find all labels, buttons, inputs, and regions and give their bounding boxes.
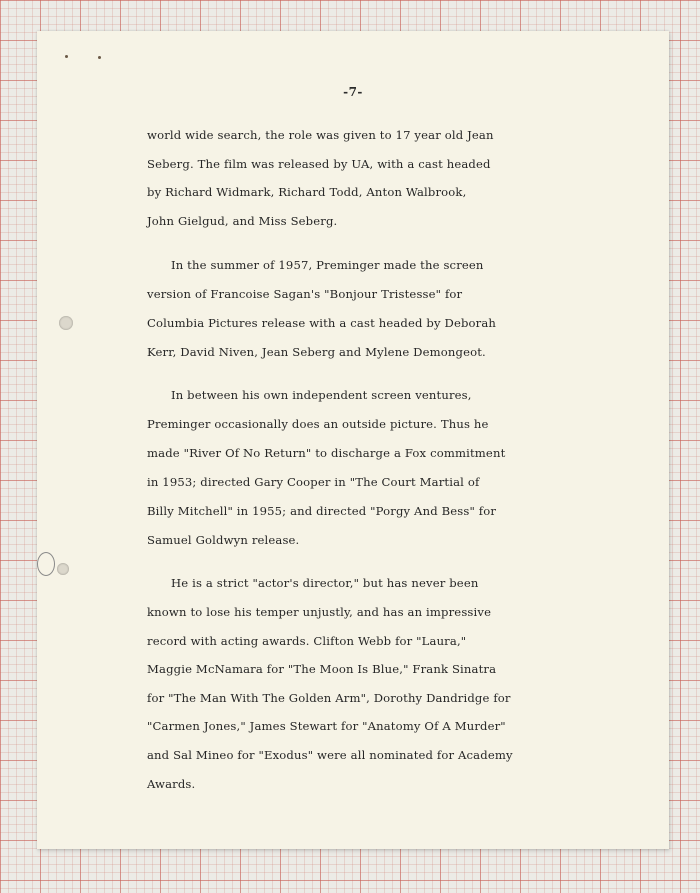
text-line: known to lose his temper unjustly, and has an impressive [147, 605, 492, 619]
text-line: made "River Of No Return" to discharge a Fox commitment [147, 446, 506, 460]
text-line: John Gielgud, and Miss Seberg. [147, 214, 338, 228]
text-line: "Carmen Jones," James Stewart for "Anatomy Of A Murder" [147, 719, 506, 733]
text-line: In between his own independent screen ventures, [171, 388, 472, 402]
text-line: for "The Man With The Golden Arm", Dorothy Dandridge for [147, 691, 511, 705]
paper-speck [98, 56, 101, 59]
text-line: Preminger occasionally does an outside picture. Thus he [147, 417, 489, 431]
text-line: Columbia Pictures release with a cast headed by Deborah [147, 316, 497, 330]
text-line: Awards. [147, 777, 196, 791]
text-line: and Sal Mineo for "Exodus" were all nominated for Academy [147, 748, 513, 762]
page-number: -7- [343, 85, 363, 99]
text-line: version of Francoise Sagan's "Bonjour Tristesse" for [147, 287, 463, 301]
text-line: world wide search, the role was given to 17 year old Jean [147, 128, 494, 142]
text-line: He is a strict "actor's director," but has never been [171, 576, 479, 590]
text-line: Maggie McNamara for "The Moon Is Blue," Frank Sinatra [147, 662, 497, 676]
punch-hole [37, 552, 55, 576]
text-line: Kerr, David Niven, Jean Seberg and Mylene Demongeot. [147, 345, 486, 359]
paper-speck [65, 55, 68, 58]
text-line: Seberg. The film was released by UA, with a cast headed [147, 157, 491, 171]
punch-hole [59, 316, 73, 330]
document-page [37, 31, 669, 849]
text-line: in 1953; directed Gary Cooper in "The Court Martial of [147, 475, 480, 489]
text-line: Billy Mitchell" in 1955; and directed "Porgy And Bess" for [147, 504, 497, 518]
text-line: In the summer of 1957, Preminger made the screen [171, 258, 484, 272]
text-line: Samuel Goldwyn release. [147, 533, 300, 547]
text-line: by Richard Widmark, Richard Todd, Anton Walbrook, [147, 185, 467, 199]
text-line: record with acting awards. Clifton Webb for "Laura," [147, 634, 467, 648]
punch-hole [57, 563, 69, 575]
